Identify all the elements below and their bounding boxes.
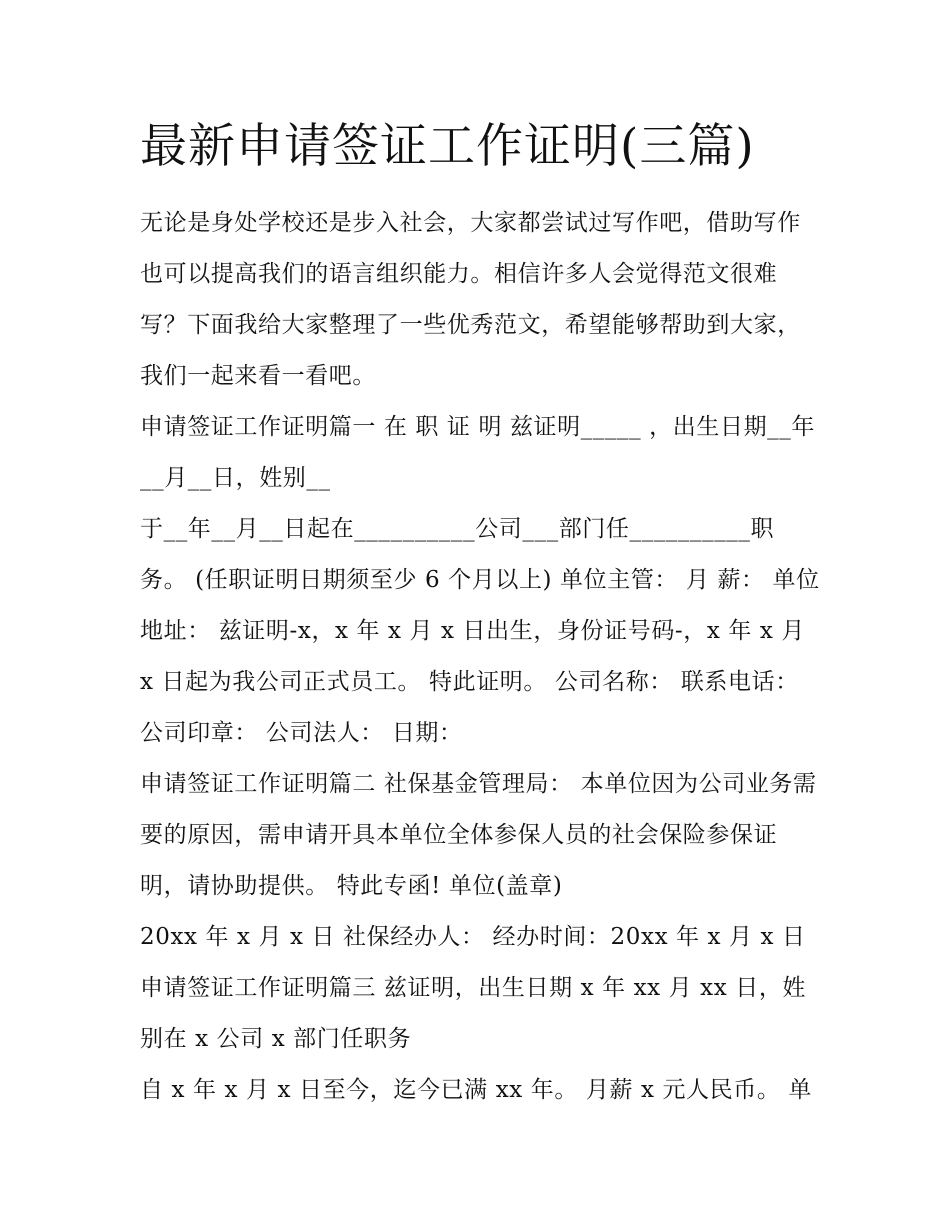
document-title: 最新申请签证工作证明(三篇) — [140, 119, 755, 174]
sample-three-body-paragraph: 自 x 年 x 月 x 日至今，迄今已满 xx 年。 月薪 x 元人民币。 单 — [140, 1077, 812, 1103]
sample-one-body-paragraph: 于__年__月__日起在__________公司___部门任__________职务。 (任职证明日期须至少 6 个月以上) 单位主管： 月 薪： 单位地址： 兹证明-x，x 年 x 月 x 日出生，身份证号码-，x 年 x 月 x 日起为我公司正式员工。 特此证明。 公司名称： 联系电话： 公司印章： 公司法人： 日期： — [140, 516, 820, 746]
sample-two-paragraph: 申请签证工作证明篇二 社保基金管理局： 本单位因为公司业务需要的原因，需申请开具本单位全体参保人员的社会保险参保证明，请协助提供。 特此专函! 单位(盖章) — [140, 771, 817, 899]
document-body — [140, 198, 820, 1116]
intro-paragraph: 无论是身处学校还是步入社会，大家都尝试过写作吧，借助写作也可以提高我们的语言组织能力。相信许多人会觉得范文很难写？下面我给大家整理了一些优秀范文，希望能够帮助到大家，我们一起来看一看吧。 — [140, 210, 801, 389]
sample-one-heading-paragraph: 申请签证工作证明篇一 在 职 证 明 兹证明_____ ，出生日期__年__月__日，姓别__ — [140, 414, 815, 491]
sample-three-heading-paragraph: 20xx 年 x 月 x 日 社保经办人： 经办时间：20xx 年 x 月 x 日 申请签证工作证明篇三 兹证明，出生日期 x 年 xx 月 xx 日，姓别在 x 公司 x 部门任职务 — [140, 924, 807, 1052]
